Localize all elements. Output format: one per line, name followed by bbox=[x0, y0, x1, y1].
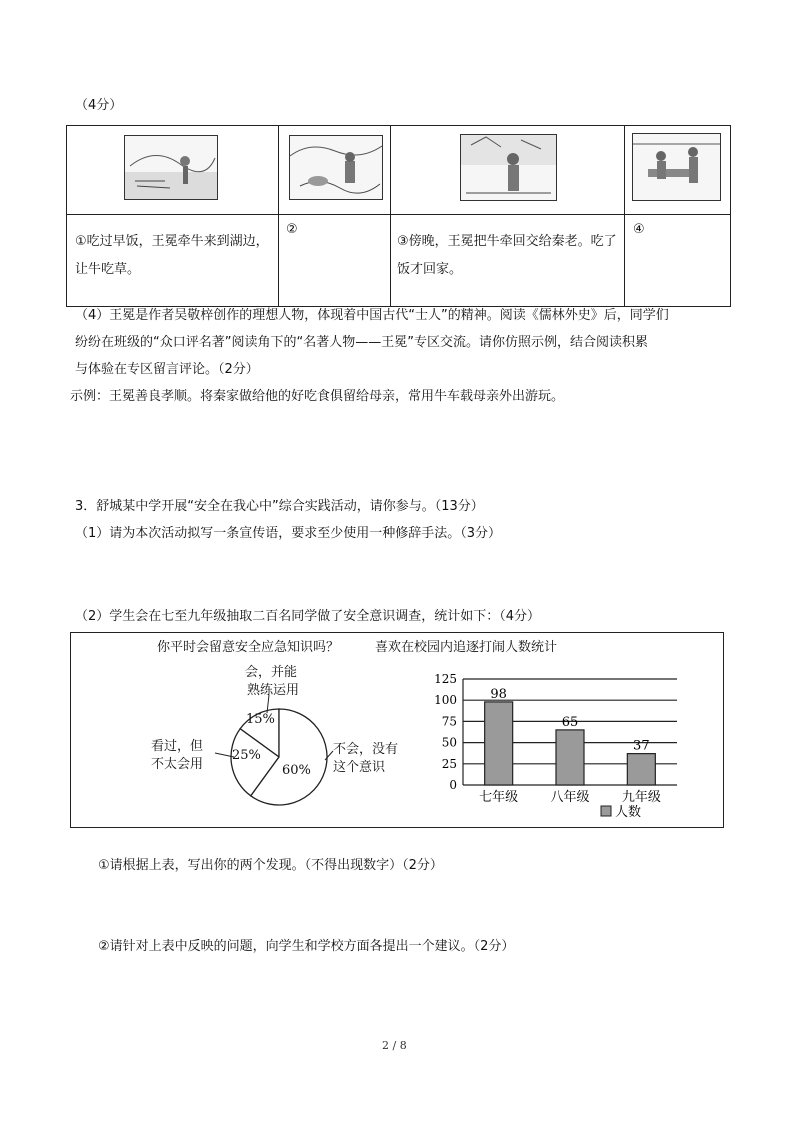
pie-chart bbox=[71, 633, 371, 823]
q3-sub1: （1）请为本次活动拟写一条宣传语，要求至少使用一种修辞手法。（3分） bbox=[75, 526, 502, 541]
story-table bbox=[66, 125, 731, 307]
pie-label-1-line2: 熟练运用 bbox=[247, 683, 300, 698]
pie-pct-1: 15% bbox=[246, 712, 275, 727]
story-cell-3: ③傍晚，王冕把牛牵回交给秦老。吃了饭才回家。 bbox=[397, 234, 617, 277]
bar-value-label-2: 65 bbox=[561, 714, 579, 730]
bar-value-label-1: 98 bbox=[490, 686, 507, 702]
q3-task2: ②请针对上表中反映的问题，向学生和学校方面各提出一个建议。（2分） bbox=[98, 939, 515, 954]
q3-sub2: （2）学生会在七至九年级抽取二百名同学做了安全意识调查，统计如下：（4分） bbox=[75, 609, 541, 624]
bar-ytick-75: 75 bbox=[441, 714, 457, 729]
story-cell-4: ④ bbox=[633, 222, 645, 237]
q3-task1: ①请根据上表，写出你的两个发现。（不得出现数字）（2分） bbox=[98, 858, 443, 873]
pie-label-2-line2: 不太会用 bbox=[151, 757, 204, 772]
bar-ytick-125: 125 bbox=[434, 672, 457, 686]
q2-4-line3: 与体验在专区留言评论。（2分） bbox=[75, 362, 259, 377]
pie-pct-2: 25% bbox=[232, 748, 261, 763]
q2-4-line1: （4）王冕是作者吴敬梓创作的理想人物，体现着中国古代“士人”的精神。阅读《儒林外史》后，同学们 bbox=[75, 308, 669, 323]
q2-4-line2: 纷纷在班级的“众口评名著”阅读角下的“名著人物——王冕”专区交流。请你仿照示例，结合阅读积累 bbox=[75, 335, 648, 350]
bar-ytick-50: 50 bbox=[441, 735, 457, 750]
bar-category-label-1: 七年级 bbox=[479, 790, 519, 805]
bar-chart-title: 喜欢在校园内追逐打闹人数统计 bbox=[375, 640, 558, 655]
bar-2 bbox=[556, 730, 584, 785]
score-note: （4分） bbox=[75, 98, 123, 113]
pie-label-3-line2: 这个意识 bbox=[333, 760, 386, 775]
bar-ytick-25: 25 bbox=[441, 756, 457, 771]
illustration-4 bbox=[632, 133, 721, 201]
story-cell-1: ①吃过早饭，王冕牵牛来到湖边，让牛吃草。 bbox=[75, 234, 269, 277]
bar-value-label-3: 37 bbox=[633, 738, 650, 754]
pie-label-1-line1: 会，并能 bbox=[245, 665, 298, 680]
bar-3 bbox=[627, 754, 655, 785]
bar-ytick-100: 100 bbox=[434, 693, 457, 708]
page-number: 2 / 8 bbox=[382, 1039, 407, 1052]
bar-chart bbox=[411, 633, 711, 829]
bar-legend-swatch bbox=[601, 806, 611, 816]
pie-pct-3: 60% bbox=[282, 763, 311, 778]
story-cell-2: ② bbox=[286, 222, 298, 237]
survey-box bbox=[70, 632, 724, 828]
q3-title: 3．舒城某中学开展“安全在我心中”综合实践活动，请你参与。（13分） bbox=[75, 499, 484, 514]
bar-category-label-3: 九年级 bbox=[621, 790, 661, 805]
illustration-2 bbox=[289, 135, 383, 200]
illustration-1 bbox=[124, 135, 218, 200]
bar-legend-label: 人数 bbox=[615, 805, 642, 820]
pie-label-3-line1: 不会，没有 bbox=[333, 742, 399, 757]
bar-ytick-0: 0 bbox=[449, 778, 457, 792]
bar-category-label-2: 八年级 bbox=[550, 790, 590, 805]
pie-label-2-line1: 看过，但 bbox=[151, 739, 204, 754]
pie-chart-title: 你平时会留意安全应急知识吗？ bbox=[157, 640, 340, 655]
illustration-3 bbox=[460, 134, 557, 201]
bar-1 bbox=[485, 702, 513, 785]
q2-4-example: 示例：王冕善良孝顺。将秦家做给他的好吃食俱留给母亲，常用牛车载母亲外出游玩。 bbox=[70, 389, 565, 404]
